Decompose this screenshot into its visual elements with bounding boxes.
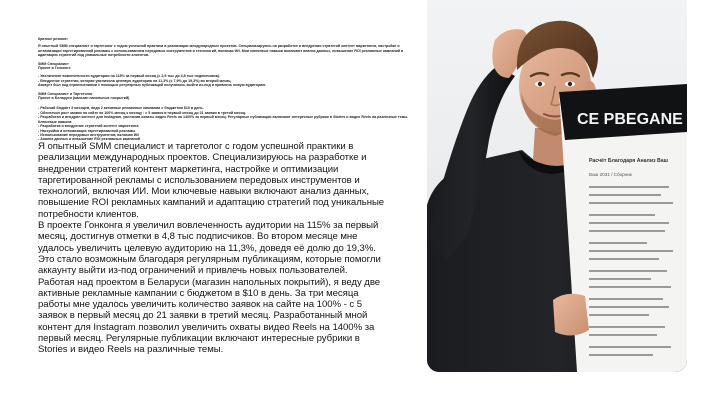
by-project: Проект в Беларуси (магазин напольных покрытий) [38, 96, 130, 101]
hk-role: SMM Специалист [38, 61, 69, 66]
paper-subtitle: Ваш 2031 / Сборник [589, 172, 632, 177]
skill-item: - Анализ данных и повышение ROI рекламных кампаний [38, 137, 140, 142]
hk-bullet: - Внедрение стратегии, которая увеличила целевую аудиторию на 11,3% (с 7,9% до 19,3%) во второй месяц. [38, 78, 232, 83]
portrait-photo [427, 0, 687, 372]
holding-hand [553, 294, 589, 336]
body-text [38, 141, 390, 356]
skill-item: - Разработка и внедрение стратегий контент маркетинга [38, 124, 139, 129]
sign-text: CE PBEGANE [577, 111, 683, 128]
by-bullet: - Обеспечил рост заявок на сайте на 100% месяц к месяцу : с 5 заявок в первый месяц до 21 заявки в третий месяц. [38, 110, 246, 115]
body-paragraph-hongkong: В проекте Гонконга я увеличил вовлеченность аудитории на 115% за первый месяц, достигнув отметки в 4,8 тыс подписчиков. Во втором месяце мне удалось увеличить целевую аудиторию на 11,3%, доведя её долю до 19,3%. Это стало возможным благодаря регулярным публикациям, которые помогли аккаунту выйти из-под ограничений и привлечь новых пользователей. [38, 220, 381, 277]
by-bullet: - Разработал и внедрил контент для Instagram, увеличив охваты видео Reels на 1400% за первый месяц. Регулярные публикации включают интересные рубрики в Stories и видео Reels на различные темы. [38, 115, 409, 120]
skill-item: - Использование передовых инструментов, включая ИИ [38, 132, 139, 137]
skills-heading: Ключевые навыки: [38, 119, 73, 124]
portrait-illustration [427, 0, 687, 372]
tiny-resume [38, 37, 410, 142]
hk-bullet: - Увеличение вовлеченности аудитории на 115% за первый месяц (с 2,9 тыс до 4,8 тыс подписчиков). [38, 74, 221, 79]
by-bullet: - Рабочий бюджет 3 месяцев, ведя 2 активные рекламные кампании с бюджетом $10 в день. [38, 106, 204, 111]
summary-text: Я опытный SMM специалист и таргетолог с годом успешной практики в реализации международных проектов. Специализируюсь на разработке и внедрении стратегий контент маркетинга, настройке и оптимизации таргетированной рекламы с использованием передовых инструментов и технологий, включая ИИ. Мои ключевые навыки включают анализ данных, повышение ROI рекламных кампаний и адаптацию стратегий под уникальные потребности клиентов. [38, 44, 404, 58]
summary-heading: Краткое резюме: [38, 37, 68, 41]
body-paragraph-belarus: Работая над проектом в Беларуси (магазин напольных покрытий), я веду две активные рекламные кампании с бюджетом в $10 в день. За три месяца работы мне удалось увеличить количество заявок на сайте на 100% - с 5 заявок в первый месяц до 21 заявки в третий месяц. Разработанный мной контент для Instagram позволил увеличить охваты видео Reels на 1400% за первый месяц. Регулярные публикации включают интересные рубрики в Stories и видео Reels на различные темы. [38, 276, 381, 356]
hk-project: Проект в Гонконге [38, 66, 71, 71]
skill-item: - Настройка и оптимизация таргетированной рекламы [38, 128, 136, 133]
hk-bullet: Аккаунт был под ограничениями с помощью регулярных публикаций получилось выйти из-под и привлечь новую аудиторию [38, 83, 266, 88]
by-role: SMM Специалист и Таргетолог [38, 91, 93, 96]
body-paragraph-intro: Я опытный SMM специалист и таргетолог с годом успешной практики в реализации международных проектов. Специализируюсь на разработке и внедрении стратегий контент маркетинга, настройке и оптимизации таргетированной рекламы с использованием передовых инструментов и технологий, включая ИИ. Мои ключевые навыки включают анализ данных, повышение ROI рекламных кампаний и адаптацию стратегий под уникальные потребности клиентов. [38, 141, 385, 220]
paper-title: Расчёт Благодаря Анализ Ваш [589, 158, 668, 164]
